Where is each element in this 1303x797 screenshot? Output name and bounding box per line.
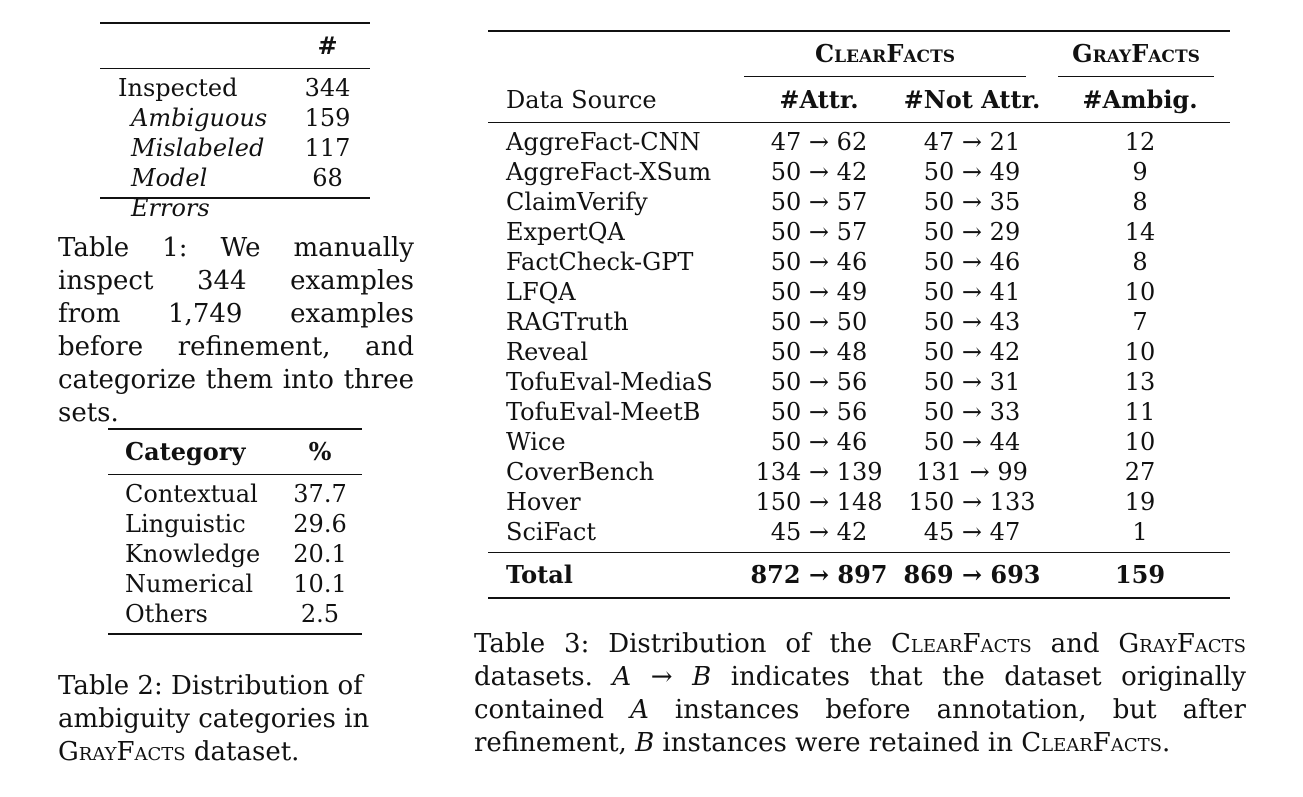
ambig-count: 14 [1124, 218, 1156, 246]
dataset-name: ClearFacts [891, 629, 1032, 659]
attr-count: 50 → 42 [770, 158, 868, 186]
not-attr-count: 50 → 41 [923, 278, 1021, 306]
row-label: Inspected [118, 74, 238, 102]
data-source: AggreFact-XSum [506, 158, 712, 186]
caption-text: and [1031, 629, 1119, 659]
total-label: Total [506, 560, 573, 589]
row-label: Ambiguous [131, 104, 268, 132]
header-count: # [317, 31, 338, 60]
group-grayfacts: GrayFacts [1072, 39, 1200, 68]
not-attr-count: 131 → 99 [916, 458, 1028, 486]
data-source: RAGTruth [506, 308, 629, 336]
row-label: Linguistic [125, 510, 246, 538]
row-value: 10.1 [293, 570, 347, 598]
not-attr-count: 50 → 49 [923, 158, 1021, 186]
table-row [488, 127, 1230, 157]
table-row [108, 569, 362, 599]
dataset-name: GrayFacts [58, 737, 186, 767]
not-attr-count: 50 → 46 [923, 248, 1021, 276]
table-header [100, 24, 370, 68]
attr-count: 50 → 48 [770, 338, 868, 366]
table-row [108, 599, 362, 629]
not-attr-count: 50 → 44 [923, 428, 1021, 456]
not-attr-count: 50 → 35 [923, 188, 1021, 216]
attr-count: 50 → 57 [770, 218, 868, 246]
data-source: CoverBench [506, 458, 655, 486]
header-not-attr: #Not Attr. [903, 85, 1041, 114]
data-source: TofuEval-MediaS [506, 368, 713, 396]
caption-text: instances were retained in [654, 728, 1022, 758]
attr-count: 50 → 46 [770, 248, 868, 276]
group-clearfacts: ClearFacts [814, 39, 956, 68]
ambig-count: 1 [1132, 518, 1148, 546]
table-header [108, 430, 362, 474]
attr-count: 50 → 56 [770, 368, 868, 396]
total-row [488, 553, 1230, 597]
table-row [488, 277, 1230, 307]
not-attr-count: 50 → 43 [923, 308, 1021, 336]
row-value: 37.7 [293, 480, 347, 508]
row-value: 159 [304, 104, 351, 132]
data-source: Hover [506, 488, 581, 516]
table-row [488, 157, 1230, 187]
table-row [488, 427, 1230, 457]
table-row [488, 367, 1230, 397]
dataset-name: ClearFacts [1021, 728, 1162, 758]
not-attr-count: 47 → 21 [923, 128, 1021, 156]
table-body [488, 127, 1230, 547]
row-label: Numerical [125, 570, 253, 598]
caption-text: . [1161, 728, 1171, 758]
not-attr-count: 150 → 133 [908, 488, 1036, 516]
caption-text: Table 3: Distribution of the [474, 629, 892, 659]
table-1 [100, 22, 370, 222]
caption-text: Table 2: Distribution of ambiguity categories in [58, 671, 370, 734]
data-source: Reveal [506, 338, 589, 366]
table-row [488, 487, 1230, 517]
attr-count: 47 → 62 [770, 128, 868, 156]
total-attr: 872 → 897 [750, 560, 888, 589]
arrow: → [631, 662, 693, 692]
table-row [108, 479, 362, 509]
total-ambig: 159 [1114, 560, 1166, 589]
row-value: 344 [304, 74, 351, 102]
ambig-count: 7 [1132, 308, 1148, 336]
math-b: B [692, 662, 712, 692]
not-attr-count: 50 → 29 [923, 218, 1021, 246]
attr-count: 150 → 148 [755, 488, 883, 516]
table-3 [488, 30, 1230, 599]
row-value: 68 [312, 164, 343, 192]
group-header [488, 32, 1230, 76]
row-value: 2.5 [300, 600, 340, 628]
ambig-count: 12 [1124, 128, 1156, 156]
ambig-count: 8 [1132, 188, 1148, 216]
math-a: A [612, 662, 632, 692]
row-label: Contextual [125, 480, 258, 508]
table-row [100, 73, 370, 103]
not-attr-count: 45 → 47 [923, 518, 1021, 546]
ambig-count: 10 [1124, 338, 1156, 366]
ambig-count: 8 [1132, 248, 1148, 276]
not-attr-count: 50 → 42 [923, 338, 1021, 366]
table-2-caption [58, 670, 414, 769]
row-value: 29.6 [293, 510, 347, 538]
row-value: 117 [304, 134, 351, 162]
ambig-count: 27 [1124, 458, 1156, 486]
table-row [100, 163, 370, 222]
data-source: LFQA [506, 278, 576, 306]
table-body [100, 73, 370, 222]
ambig-count: 19 [1124, 488, 1156, 516]
table-row [488, 337, 1230, 367]
math-b: B [635, 728, 655, 758]
table-row [488, 217, 1230, 247]
caption-text: instances before annotation, but after refinement, [474, 695, 1246, 758]
table-row [488, 397, 1230, 427]
table-3-caption [474, 628, 1246, 760]
data-source: FactCheck-GPT [506, 248, 694, 276]
bottom-rule [108, 633, 362, 635]
table-row [100, 133, 370, 163]
ambig-count: 13 [1124, 368, 1156, 396]
caption-text: datasets. [474, 662, 613, 692]
not-attr-count: 50 → 31 [923, 368, 1021, 396]
caption-text: indicates that the dataset originally contained [474, 662, 1246, 725]
attr-count: 50 → 56 [770, 398, 868, 426]
total-not-attr: 869 → 693 [903, 560, 1041, 589]
attr-count: 50 → 57 [770, 188, 868, 216]
header-attr: #Attr. [779, 85, 859, 114]
table-row [488, 307, 1230, 337]
table-row [108, 509, 362, 539]
row-value: 20.1 [293, 540, 347, 568]
table-2 [108, 428, 362, 635]
table-row [108, 539, 362, 569]
bottom-rule [488, 597, 1230, 599]
table-row [488, 247, 1230, 277]
attr-count: 50 → 46 [770, 428, 868, 456]
attr-count: 45 → 42 [770, 518, 868, 546]
table-row [488, 517, 1230, 547]
attr-count: 134 → 139 [755, 458, 883, 486]
table-row [488, 187, 1230, 217]
ambig-count: 11 [1124, 398, 1156, 426]
table-row [100, 103, 370, 133]
math-a: A [630, 695, 649, 725]
row-label: Others [125, 600, 208, 628]
header-percent: % [308, 437, 332, 466]
data-source: Wice [506, 428, 566, 456]
dataset-name: GrayFacts [1118, 629, 1246, 659]
header-data-source: Data Source [506, 86, 657, 114]
attr-count: 50 → 50 [770, 308, 868, 336]
data-source: ExpertQA [506, 218, 625, 246]
not-attr-count: 50 → 33 [923, 398, 1021, 426]
caption-text: dataset. [185, 737, 300, 767]
attr-count: 50 → 49 [770, 278, 868, 306]
data-source: TofuEval-MeetB [506, 398, 701, 426]
column-header [488, 78, 1230, 122]
ambig-count: 10 [1124, 428, 1156, 456]
ambig-count: 9 [1132, 158, 1148, 186]
data-source: ClaimVerify [506, 188, 648, 216]
data-source: SciFact [506, 518, 596, 546]
ambig-count: 10 [1124, 278, 1156, 306]
header-ambig: #Ambig. [1082, 85, 1198, 114]
header-category: Category [125, 437, 246, 466]
table-1-caption: Table 1: We manually inspect 344 examples from 1,749 examples before refinement, and categorize them into three sets. [58, 233, 414, 428]
row-label: Mislabeled [131, 134, 265, 162]
data-source: AggreFact-CNN [506, 128, 701, 156]
row-label: Knowledge [125, 540, 261, 568]
row-label: Model Errors [131, 164, 210, 222]
header-col1 [100, 24, 285, 68]
table-body [108, 479, 362, 629]
table-row [488, 457, 1230, 487]
